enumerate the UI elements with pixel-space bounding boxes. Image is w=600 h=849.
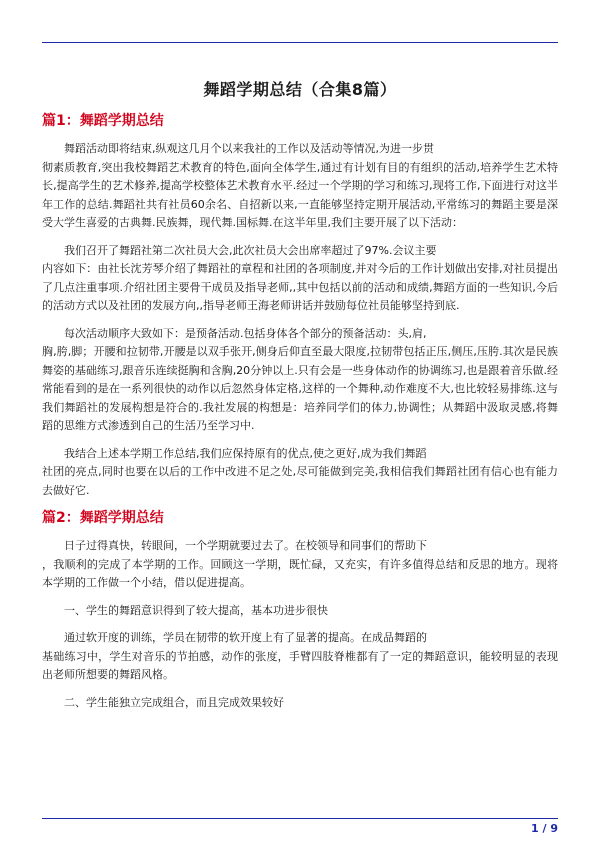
paragraph-body: 基础练习中，学生对音乐的节拍感，动作的张度，手臂四肢脊椎都有了一定的舞蹈意识，能较明显的表现出老师所想要的舞蹈风格。 — [42, 649, 558, 681]
paragraph-first-line: 我结合上述本学期工作总结,我们应保持原有的优点,使之更好,成为我们舞蹈 — [64, 446, 427, 460]
section-1 — [42, 112, 558, 500]
paragraph-body: 胸,胯,脚；开腰和拉韧带,开腰是以双手张开,侧身后仰直至最大限度,拉韧带包括正压,侧压,压胯.其次是民族舞姿的基础练习,跟音乐连续挺胸和含胸,20分钟以上.只有会是一些身体动作的协调练习,也是跟着音乐做.经常能看到的是在一系列很快的动作以后忽然身体定格,这样的一个舞种,动作难度不大,也比较轻易排练.这与我们舞蹈社的发展构想是符合的.我社发展的构想是：培养同学们的体力,协调性；从舞蹈中汲取灵感,将舞蹈的思维方式渗透到自己的生活乃至学习中. — [42, 345, 558, 432]
paragraph-first-line: 舞蹈活动即将结束,纵观这几月个以来我社的工作以及活动等情况,为进一步贯 — [64, 142, 434, 155]
paragraph-first-line: 我们召开了舞蹈社第二次社员大会,此次社员大会出席率超过了97%.会议主要 — [64, 243, 437, 257]
paragraph-body: ，我顺利的完成了本学期的工作。回顾这一学期，既忙碌，又充实，有许多值得总结和反思的地方。现将本学期的工作做一个小结，借以促进提高。 — [42, 557, 558, 589]
paragraph — [42, 325, 558, 436]
paragraph-body: 彻素质教育,突出我校舞蹈艺术教育的特色,面向全体学生,通过有计划有目的有组织的活动,培养学生艺术特长,提高学生的艺术修养,提高学校整体艺术教育水平.经过一个学期的学习和练习,现将工作,下面进行对这半年工作的总结.舞蹈社共有社员60余名、自招新以来,一直能够坚持定期开展活动,平常练习的舞蹈主要是深受大学生喜爱的古典舞.民族舞，现代舞.国标舞.在这半年里,我们主要开展了以下活动： — [42, 160, 558, 229]
paragraph — [42, 140, 558, 233]
paragraph-body: 社团的亮点,同时也要在以后的工作中改进不足之处,尽可能做到完美,我相信我们舞蹈社团有信心也有能力去做好它. — [42, 465, 558, 497]
footer-rule — [42, 818, 558, 819]
paragraph — [42, 537, 558, 593]
paragraph — [42, 629, 558, 685]
paragraph-first-line: 每次活动顺序大致如下：是预备活动.包括身体各个部分的预备活动：头,肩, — [64, 326, 427, 340]
section-2 — [42, 509, 558, 712]
document-body — [42, 80, 558, 721]
page-indicator: 1 / 9 — [531, 822, 558, 835]
paragraph-first-line: 通过软开度的训练，学员在韧带的软开度上有了显著的提高。在成品舞蹈的 — [64, 631, 427, 644]
subheading-paragraph — [42, 602, 558, 621]
paragraph — [42, 242, 558, 316]
paragraph-first-line: 日子过得真快，转眼间，一个学期就要过去了。在校领导和同事们的帮助下 — [64, 539, 427, 552]
paragraph — [42, 445, 558, 501]
header-rule — [42, 42, 558, 43]
paragraph-first-line: 一、学生的舞蹈意识得到了较大提高，基本功进步很快 — [64, 603, 328, 617]
section-heading: 篇2：舞蹈学期总结 — [42, 510, 164, 526]
section-heading: 篇1：舞蹈学期总结 — [42, 113, 164, 129]
page-title: 舞蹈学期总结（合集8篇） — [203, 80, 397, 99]
paragraph-first-line: 二、学生能独立完成组合，而且完成效果较好 — [64, 695, 284, 709]
subheading-paragraph — [42, 694, 558, 713]
paragraph-body: 内容如下：由社长沈芳琴介绍了舞蹈社的章程和社团的各项制度,并对今后的工作计划做出安排,对社员提出了几点注重事项.介绍社团主要骨干成员及指导老师,,其中包括以前的活动和成绩,舞蹈方面的一些知识,今后的活动方式以及社团的发展方向,,指导老师王海老师讲话并鼓励每位社员能够坚持到底. — [42, 262, 558, 312]
